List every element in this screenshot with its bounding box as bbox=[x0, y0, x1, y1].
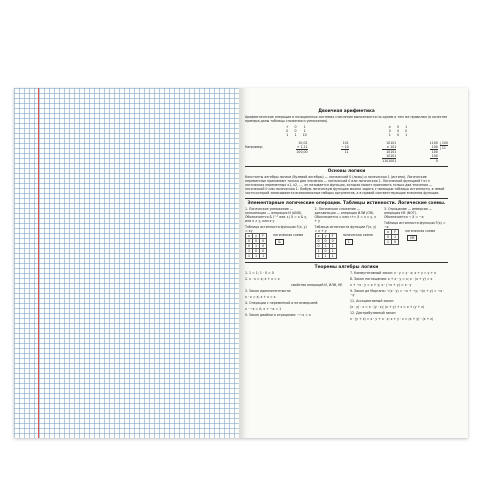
cell: 0 bbox=[329, 239, 336, 244]
cell: F bbox=[260, 234, 267, 239]
line: 100 bbox=[430, 145, 438, 150]
cell: y bbox=[322, 234, 329, 239]
theorems-title: Теоремы алгебры логики bbox=[314, 265, 379, 270]
theorem-line: x · (y + z) = x · y + x · z; x + y · z = (x + y) · (x + z) bbox=[350, 317, 434, 321]
op-title: 1. Логическое умножение — конъюнкция — операция И (AND). bbox=[245, 207, 303, 215]
truth-table-or bbox=[315, 233, 337, 259]
divider bbox=[245, 198, 448, 199]
line: 100 bbox=[430, 154, 438, 159]
line: 101 bbox=[342, 141, 349, 145]
cell: 0 bbox=[405, 129, 408, 133]
line: 100 bbox=[431, 150, 438, 154]
line: + 1,11 bbox=[296, 145, 308, 149]
example-addition bbox=[296, 141, 307, 154]
cell: 1 bbox=[253, 244, 260, 249]
cell: 0 bbox=[294, 129, 297, 133]
cell: 1 bbox=[303, 125, 306, 129]
line: 10,01 bbox=[298, 141, 308, 145]
logic-title: Основы логики bbox=[327, 169, 366, 174]
line: | 100 bbox=[439, 141, 448, 145]
divider bbox=[245, 262, 448, 263]
cell: 0 bbox=[246, 239, 253, 244]
op-and bbox=[245, 207, 309, 259]
cell: 0 bbox=[397, 133, 400, 137]
op-table-title: Таблица истинности функции F(x, y) = x + y bbox=[314, 225, 377, 233]
cell: 1 bbox=[315, 254, 322, 259]
divider bbox=[245, 166, 448, 167]
line: | 11 bbox=[439, 146, 446, 150]
cell: 10 bbox=[302, 133, 307, 137]
cell: 0 bbox=[392, 240, 399, 245]
example-multiplication bbox=[382, 141, 396, 163]
op-desc: Обозначается ∨ или «+» X = x ∨ y, x + y bbox=[314, 215, 377, 223]
scheme-label: логическая схема bbox=[273, 233, 304, 237]
cell: 1 bbox=[405, 133, 408, 137]
cell: 0 bbox=[246, 244, 253, 249]
scheme-label: логическая схема bbox=[405, 229, 436, 233]
cell: 0 bbox=[260, 249, 267, 254]
arith-examples bbox=[245, 141, 448, 163]
cell: 1 bbox=[286, 133, 289, 137]
line: 11 bbox=[344, 150, 349, 154]
cell: 1 bbox=[322, 254, 329, 259]
cell: 1 bbox=[385, 240, 392, 245]
cell: x bbox=[385, 230, 392, 235]
op-not bbox=[384, 207, 448, 259]
cell: 0 bbox=[294, 125, 297, 129]
line: 1101001 bbox=[382, 159, 397, 163]
theorem-line: 8. Закон поглощения: x + x · y = x; x · (x + y) = x bbox=[350, 277, 433, 281]
cell: 1 bbox=[246, 254, 253, 259]
cell: 1 bbox=[388, 133, 391, 137]
cell: × bbox=[388, 125, 392, 129]
cell: 0 bbox=[260, 244, 267, 249]
op-title: 3. Отрицание — инверсия — операция НЕ (NOT). bbox=[384, 207, 432, 215]
brace-note: свойства операций И, ИЛИ, НЕ bbox=[291, 283, 343, 287]
line: 10101 bbox=[386, 150, 397, 154]
line: 100,00 bbox=[296, 150, 308, 154]
theorems-columns bbox=[245, 271, 448, 323]
cell: 1 bbox=[392, 235, 399, 240]
ops-columns bbox=[245, 207, 448, 259]
margin-line bbox=[38, 88, 39, 438]
line: 10101 bbox=[386, 141, 397, 145]
line: × 101 bbox=[382, 145, 396, 150]
cell: 0 bbox=[253, 239, 260, 244]
theorem-line: 7. Коммутативный закон: x · y = y · x; x + y = y + x bbox=[350, 271, 437, 275]
cell: 1 bbox=[322, 244, 329, 249]
cell: 1 bbox=[329, 249, 336, 254]
theorem-line: x · ¬x = 0; x + ¬x = 1 bbox=[245, 307, 282, 311]
arith-intro: Арифметические операции в позиционных системах счисления выполняются по одним и тем же правилам (в качестве примера даны таблицы сложения и умножения). bbox=[245, 115, 448, 123]
cell: 1 bbox=[260, 254, 267, 259]
cell: 1 bbox=[315, 249, 322, 254]
theorems-left bbox=[245, 271, 343, 323]
theorem-line: x · x = x; x + x = x bbox=[245, 295, 276, 299]
theorem-line: 2. x · x = x; x + x = x bbox=[245, 277, 280, 281]
cell: 0 bbox=[397, 125, 400, 129]
and-gate: & bbox=[275, 239, 284, 245]
cell: 1 bbox=[329, 254, 336, 259]
grid-page bbox=[14, 88, 239, 438]
cell: + bbox=[285, 125, 289, 129]
cell: 0 bbox=[385, 235, 392, 240]
cell: 1 bbox=[303, 129, 306, 133]
multiplication-table bbox=[385, 125, 410, 137]
op-table-title: Таблица истинности функции F(x, y) = xy bbox=[245, 225, 307, 233]
cell: 0 bbox=[397, 129, 400, 133]
op-table-title: Таблица истинности функции F(x) = ¬x bbox=[384, 221, 446, 229]
theorem-line: 11. Ассоциативный закон: bbox=[350, 299, 395, 303]
or-gate: 1 bbox=[345, 239, 353, 245]
op-desc: Обозначается ¬ X = ¬x bbox=[384, 215, 424, 219]
truth-table-and bbox=[245, 233, 267, 259]
cell: 0 bbox=[253, 249, 260, 254]
cell: 1 bbox=[329, 244, 336, 249]
line: 0 bbox=[435, 159, 438, 163]
cell: y bbox=[253, 234, 260, 239]
logic-intro: Константы алгебры логики (булевой алгебры) — логический 0 (ложь) и логическая 1 (истина). Логические переменные принимают только два значения — логический 0 или логическая 1. Логической функцией f от n логических переменных x1, x2, …, xn называется функция, которая может принимать только два значения — логический 0 или логическая 1. Любую логическую функцию можно задать с помощью таблицы истинности, в левой части которой записываются всевозможные наборы аргументов, а в правой соответствующие значения функции. bbox=[245, 175, 445, 195]
scheme-label: логическая схема bbox=[342, 233, 373, 237]
cell: 1 bbox=[294, 133, 297, 137]
theorem-line: 4. Операции с переменной и ее инверсией: bbox=[245, 301, 319, 305]
theorem-line: 9. Закон де Моргана: ¬(x · y) = ¬x + ¬y; ¬(x + y) = ¬x · ¬y bbox=[350, 289, 445, 297]
cell: x bbox=[246, 234, 253, 239]
example-subtraction bbox=[341, 141, 349, 154]
cell: F bbox=[392, 230, 399, 235]
cell: 1 bbox=[405, 125, 408, 129]
theorem-line: x + ¬x · y = x + y; x · (¬x + y) = x · y bbox=[350, 283, 412, 287]
theorem-line: (x · y) · z = x · (y · z); (x + y) + z = x + (y + z) bbox=[350, 305, 425, 309]
cell: 1 bbox=[246, 249, 253, 254]
ops-title: Элементарные логические операции. Таблицы истинности. Логические схемы. bbox=[247, 201, 446, 206]
line: − 10 bbox=[340, 145, 349, 149]
cell: 0 bbox=[322, 249, 329, 254]
not-gate: НЕ bbox=[407, 235, 417, 241]
theorem-line: 1. 1 = 1; 1 · 0 = 0 bbox=[245, 271, 274, 275]
cell: x bbox=[315, 234, 322, 239]
cell: 0 bbox=[322, 239, 329, 244]
truth-table-not bbox=[384, 229, 399, 245]
cell: 0 bbox=[286, 129, 289, 133]
op-desc: Обозначается & ("·" или ∧) X = x & y, или x ∧ y, или x·y bbox=[245, 215, 308, 223]
addition-table bbox=[283, 125, 310, 137]
cell: 0 bbox=[260, 239, 267, 244]
reference-content bbox=[245, 110, 448, 323]
op-title: 2. Логическое сложение — дизъюнкция — операция ИЛИ (OR). bbox=[314, 207, 375, 215]
example-division bbox=[430, 141, 448, 163]
cell: 1 bbox=[253, 254, 260, 259]
theorems-right bbox=[350, 271, 448, 323]
op-or bbox=[315, 207, 379, 259]
cell: 0 bbox=[315, 239, 322, 244]
theorem-line: 5. Закон двойного отрицания: ¬¬x = x bbox=[245, 313, 311, 317]
arith-title: Двоичная арифметика bbox=[318, 109, 375, 114]
theorem-line: 12. Дистрибутивный закон: bbox=[350, 311, 397, 315]
cell: 0 bbox=[388, 129, 391, 133]
example-label: Например: bbox=[245, 145, 263, 149]
line: 10101 bbox=[382, 154, 396, 159]
cell: 0 bbox=[315, 244, 322, 249]
theorem-line: 3. Закон идемпотентности: bbox=[245, 289, 292, 293]
cell: F bbox=[329, 234, 336, 239]
line: 1100 bbox=[429, 141, 438, 145]
